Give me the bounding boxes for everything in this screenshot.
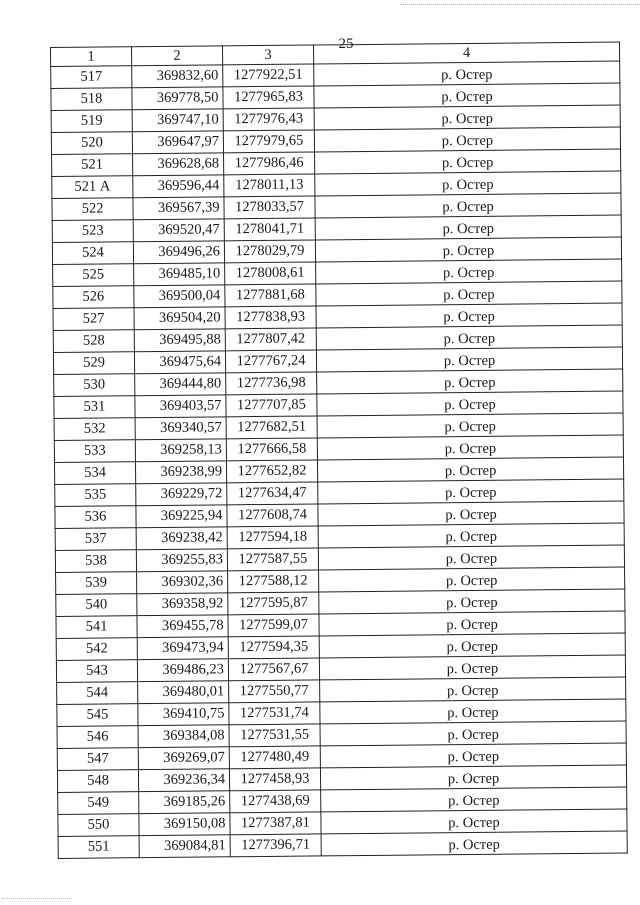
y-coordinate-cell: 1277707,85: [226, 394, 317, 417]
y-coordinate-cell: 1277634,47: [227, 482, 318, 505]
point-number-cell: 533: [54, 440, 135, 463]
y-coordinate-cell: 1277666,58: [226, 438, 317, 461]
point-number-cell: 534: [54, 462, 135, 485]
x-coordinate-cell: 369567,39: [133, 197, 224, 220]
x-coordinate-cell: 369238,99: [135, 461, 226, 484]
point-number-cell: 548: [57, 770, 138, 793]
point-number-cell: 530: [54, 374, 135, 397]
description-cell: р. Остер: [316, 325, 622, 350]
y-coordinate-cell: 1277550,77: [229, 680, 320, 703]
y-coordinate-cell: 1278041,71: [224, 218, 315, 241]
y-coordinate-cell: 1277965,83: [223, 86, 314, 109]
y-coordinate-cell: 1277396,71: [230, 834, 321, 857]
point-number-cell: 536: [55, 506, 136, 529]
description-cell: р. Остер: [314, 61, 620, 86]
description-cell: р. Остер: [315, 149, 621, 174]
description-cell: р. Остер: [318, 523, 624, 548]
description-cell: р. Остер: [319, 655, 625, 680]
x-coordinate-cell: 369520,47: [133, 219, 224, 242]
description-cell: р. Остер: [319, 589, 625, 614]
point-number-cell: 544: [57, 682, 138, 705]
y-coordinate-cell: 1277608,74: [227, 504, 318, 527]
y-coordinate-cell: 1277531,55: [229, 724, 320, 747]
y-coordinate-cell: 1277531,74: [229, 702, 320, 725]
y-coordinate-cell: 1277458,93: [229, 768, 320, 791]
description-cell: р. Остер: [316, 259, 622, 284]
point-number-cell: 527: [53, 308, 134, 331]
x-coordinate-cell: 369269,07: [138, 747, 229, 770]
point-number-cell: 517: [51, 66, 132, 89]
point-number-cell: 528: [53, 330, 134, 353]
x-coordinate-cell: 369358,92: [137, 593, 228, 616]
x-coordinate-cell: 369384,08: [138, 725, 229, 748]
column-header-2: 2: [132, 46, 223, 66]
page-number: 25: [338, 36, 354, 52]
point-number-cell: 535: [55, 484, 136, 507]
y-coordinate-cell: 1277682,51: [226, 416, 317, 439]
y-coordinate-cell: 1277588,12: [228, 570, 319, 593]
point-number-cell: 519: [51, 110, 132, 133]
description-cell: р. Остер: [320, 743, 626, 768]
x-coordinate-cell: 369225,94: [136, 505, 227, 528]
x-coordinate-cell: 369185,26: [139, 791, 230, 814]
x-coordinate-cell: 369444,80: [135, 373, 226, 396]
x-coordinate-cell: 369485,10: [134, 263, 225, 286]
x-coordinate-cell: 369258,13: [135, 439, 226, 462]
description-cell: р. Остер: [321, 787, 627, 812]
description-cell: р. Остер: [320, 765, 626, 790]
description-cell: р. Остер: [315, 193, 621, 218]
point-number-cell: 551: [58, 836, 139, 859]
y-coordinate-cell: 1277594,18: [227, 526, 318, 549]
description-cell: р. Остер: [320, 677, 626, 702]
point-number-cell: 525: [53, 264, 134, 287]
x-coordinate-cell: 369778,50: [132, 87, 223, 110]
point-number-cell: 540: [56, 594, 137, 617]
x-coordinate-cell: 369495,88: [134, 329, 225, 352]
description-cell: р. Остер: [317, 369, 623, 394]
point-number-cell: 518: [51, 88, 132, 111]
x-coordinate-cell: 369150,08: [139, 813, 230, 836]
y-coordinate-cell: 1277438,69: [230, 790, 321, 813]
point-number-cell: 537: [55, 528, 136, 551]
x-coordinate-cell: 369504,20: [134, 307, 225, 330]
x-coordinate-cell: 369480,01: [138, 681, 229, 704]
x-coordinate-cell: 369647,97: [132, 131, 223, 154]
x-coordinate-cell: 369596,44: [133, 175, 224, 198]
description-cell: р. Остер: [320, 721, 626, 746]
y-coordinate-cell: 1277922,51: [223, 64, 314, 87]
point-number-cell: 521: [52, 154, 133, 177]
description-cell: р. Остер: [315, 237, 621, 262]
description-cell: р. Остер: [321, 809, 627, 834]
description-cell: р. Остер: [318, 545, 624, 570]
y-coordinate-cell: 1278011,13: [224, 174, 315, 197]
x-coordinate-cell: 369236,34: [138, 769, 229, 792]
description-cell: р. Остер: [315, 171, 621, 196]
point-number-cell: 538: [55, 550, 136, 573]
point-number-cell: 523: [52, 220, 133, 243]
column-header-4: 4: [313, 42, 619, 64]
point-number-cell: 524: [52, 242, 133, 265]
point-number-cell: 522: [52, 198, 133, 221]
description-cell: р. Остер: [320, 699, 626, 724]
x-coordinate-cell: 369340,57: [135, 417, 226, 440]
y-coordinate-cell: 1277595,87: [228, 592, 319, 615]
x-coordinate-cell: 369084,81: [139, 835, 230, 858]
column-header-3: 3: [222, 45, 313, 65]
y-coordinate-cell: 1277594,35: [228, 636, 319, 659]
y-coordinate-cell: 1278008,61: [225, 262, 316, 285]
x-coordinate-cell: 369832,60: [132, 65, 223, 88]
point-number-cell: 545: [57, 704, 138, 727]
point-number-cell: 546: [57, 726, 138, 749]
y-coordinate-cell: 1277979,65: [223, 130, 314, 153]
x-coordinate-cell: 369475,64: [134, 351, 225, 374]
y-coordinate-cell: 1277986,46: [224, 152, 315, 175]
description-cell: р. Остер: [319, 633, 625, 658]
point-number-cell: 542: [56, 638, 137, 661]
point-number-cell: 543: [56, 660, 137, 683]
x-coordinate-cell: 369302,36: [137, 571, 228, 594]
scan-edge-mark-bottom: [2, 898, 72, 899]
y-coordinate-cell: 1278029,79: [224, 240, 315, 263]
description-cell: р. Остер: [316, 281, 622, 306]
y-coordinate-cell: 1277587,55: [227, 548, 318, 571]
point-number-cell: 526: [53, 286, 134, 309]
point-number-cell: 547: [57, 748, 138, 771]
description-cell: р. Остер: [314, 83, 620, 108]
y-coordinate-cell: 1277881,68: [225, 284, 316, 307]
description-cell: р. Остер: [314, 105, 620, 130]
x-coordinate-cell: 369410,75: [138, 703, 229, 726]
description-cell: р. Остер: [315, 215, 621, 240]
point-number-cell: 539: [56, 572, 137, 595]
point-number-cell: 531: [54, 396, 135, 419]
y-coordinate-cell: 1277387,81: [230, 812, 321, 835]
y-coordinate-cell: 1277976,43: [223, 108, 314, 131]
x-coordinate-cell: 369473,94: [137, 637, 228, 660]
y-coordinate-cell: 1278033,57: [224, 196, 315, 219]
column-header-1: 1: [51, 47, 132, 67]
point-number-cell: 521 А: [52, 176, 133, 199]
x-coordinate-cell: 369229,72: [136, 483, 227, 506]
description-cell: р. Остер: [321, 831, 627, 856]
point-number-cell: 541: [56, 616, 137, 639]
y-coordinate-cell: 1277599,07: [228, 614, 319, 637]
x-coordinate-cell: 369455,78: [137, 615, 228, 638]
x-coordinate-cell: 369486,23: [137, 659, 228, 682]
y-coordinate-cell: 1277767,24: [225, 350, 316, 373]
point-number-cell: 529: [53, 352, 134, 375]
y-coordinate-cell: 1277838,93: [225, 306, 316, 329]
x-coordinate-cell: 369500,04: [134, 285, 225, 308]
point-number-cell: 532: [54, 418, 135, 441]
coordinates-table: [50, 42, 628, 859]
x-coordinate-cell: 369403,57: [135, 395, 226, 418]
x-coordinate-cell: 369747,10: [132, 109, 223, 132]
description-cell: р. Остер: [319, 567, 625, 592]
y-coordinate-cell: 1277480,49: [229, 746, 320, 769]
table-row: [58, 831, 627, 858]
description-cell: р. Остер: [314, 127, 620, 152]
x-coordinate-cell: 369238,42: [136, 527, 227, 550]
description-cell: р. Остер: [316, 303, 622, 328]
y-coordinate-cell: 1277567,67: [228, 658, 319, 681]
description-cell: р. Остер: [317, 457, 623, 482]
description-cell: р. Остер: [317, 413, 623, 438]
y-coordinate-cell: 1277807,42: [225, 328, 316, 351]
scan-edge-mark-top: [400, 4, 640, 5]
x-coordinate-cell: 369628,68: [133, 153, 224, 176]
point-number-cell: 549: [58, 792, 139, 815]
description-cell: р. Остер: [318, 479, 624, 504]
description-cell: р. Остер: [316, 347, 622, 372]
description-cell: р. Остер: [317, 391, 623, 416]
point-number-cell: 520: [51, 132, 132, 155]
table-body: [51, 61, 628, 858]
y-coordinate-cell: 1277652,82: [226, 460, 317, 483]
y-coordinate-cell: 1277736,98: [226, 372, 317, 395]
description-cell: р. Остер: [318, 501, 624, 526]
x-coordinate-cell: 369255,83: [136, 549, 227, 572]
x-coordinate-cell: 369496,26: [133, 241, 224, 264]
description-cell: р. Остер: [317, 435, 623, 460]
point-number-cell: 550: [58, 814, 139, 837]
description-cell: р. Остер: [319, 611, 625, 636]
